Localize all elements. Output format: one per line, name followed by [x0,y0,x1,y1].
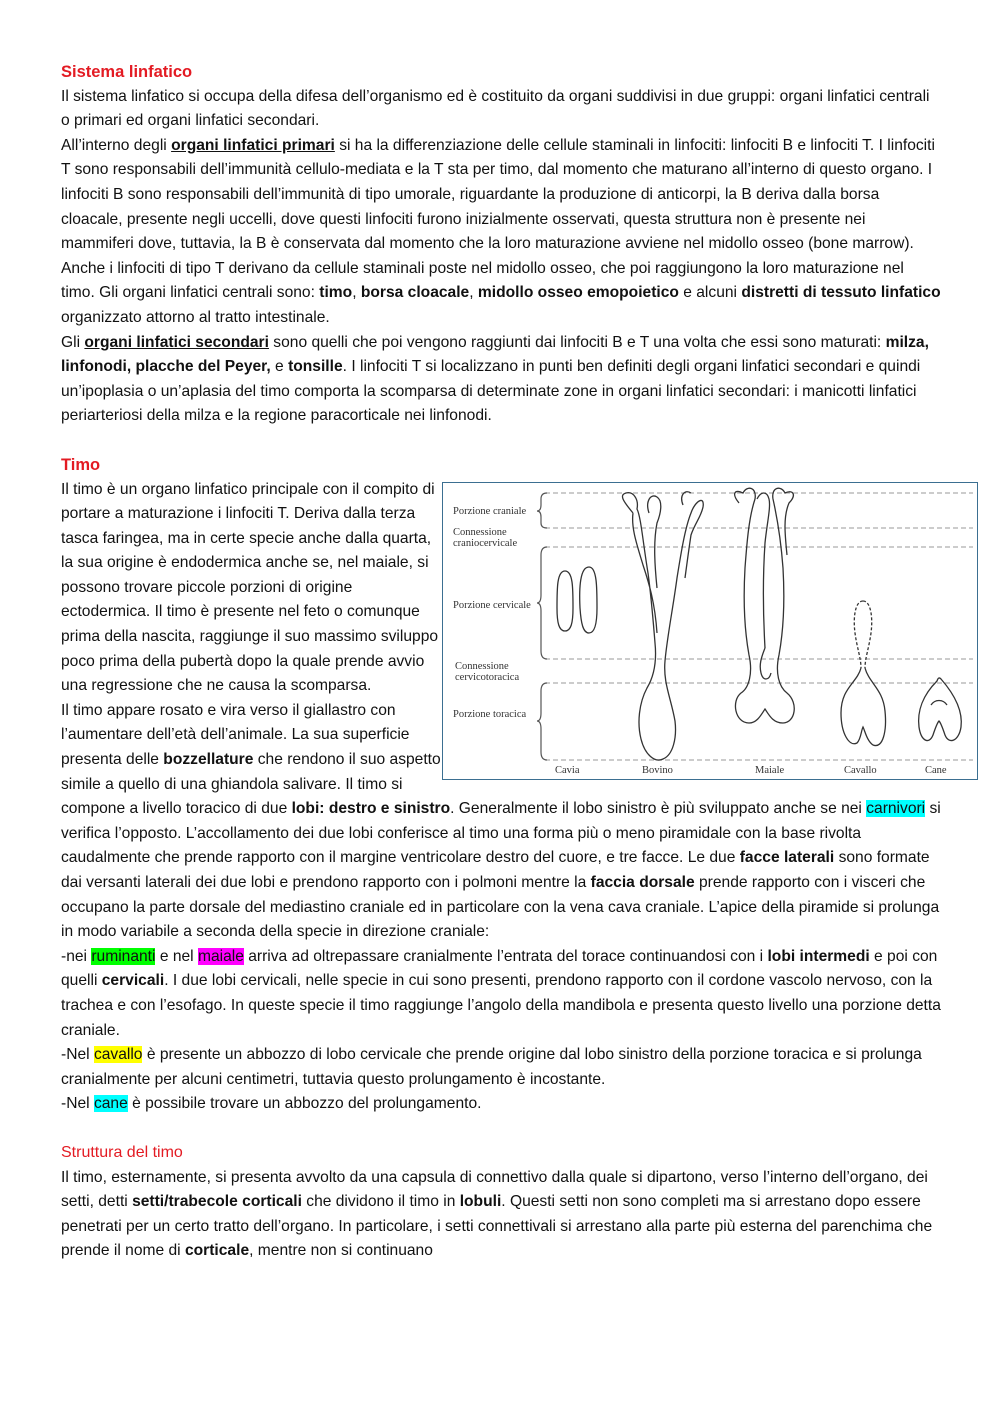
term-tonsille: tonsille [288,358,343,376]
paragraph-timo-aspetto: Il timo appare rosato e vira verso il giallastro con l’aumentare dell’età dell’animale. La sua superficie presenta delle bozzellature che rendono il suo aspetto simile a quello di una ghiandola salivare. Il timo si compone a livello toracico di due lobi: destro e sinistro. Generalmente il lobo sinistro è più sviluppato anche se nei carnivori si verifica l’opposto. L’accollamento dei due lobi conferisce al timo una forma più o meno piramidale con la base rivolta caudalmente che prende rapporto con il margine ventricolare destro del cuore, e tre facce. Le due facce laterali sono formate dai versanti laterali dei due lobi e prendono rapporto con i polmoni mentre la faccia dorsale prende rapporto con i visceri che occupano la parte dorsale del mediastino craniale ed in particolare con la vena cava craniale. L’apice della piramide si prolunga in modo variabile a seconda della specie in direzione craniale: [61,701,941,941]
cane-thymus [919,677,962,740]
label-porzione-toracica: Porzione toracica [453,708,527,720]
paragraph-cavallo: -Nel cavallo è presente un abbozzo di lobo cervicale che prende origine dal lobo sinistro della porzione toracica e si prolunga cranialmente per alcuni centimetri, tuttavia questo prolungamento è incostante. [61,1046,922,1088]
term-distretti: distretti di tessuto linfatico [741,284,941,302]
highlight-ruminanti: ruminanti [91,947,156,965]
highlight-maiale: maiale [197,947,244,965]
cavallo-thymus-thoracic [841,668,886,746]
cavia-thymus-right [580,567,597,633]
term-midollo-osseo: midollo osseo emopoietico [477,284,679,302]
paragraph-cane: -Nel cane è possibile trovare un abbozzo del prolungamento. [61,1095,482,1113]
species-label-cane: Cane [925,764,947,776]
label-porzione-craniale: Porzione craniale [453,505,527,517]
term-lobi-intermedi: lobi intermedi [767,947,870,965]
paragraph-intro: Il sistema linfatico si occupa della difesa dell’organismo ed è costituito da organi suddivisi in due gruppi: organi linfatici centrali o primari ed organi linfatici secondari. [61,87,930,130]
label-craniocervicale: craniocervicale [453,537,518,549]
cavallo-thymus-cervical [854,601,863,668]
paragraph-struttura: Il timo, esternamente, si presenta avvolto da una capsula di connettivo dalla quale si dipartono, verso l’interno dell’organo, dei setti, detti setti/trabecole corticali che dividono il timo in lobuli. Questi setti non sono completi ma si arrestano dopo essere penetrati per un certo tratto dell’organo. In particolare, i setti connettivali si arrestano alla parte più esterna del parenchima che prende il nome di corticale, mentre non si continuano [61,1168,933,1260]
thymus-species-figure [442,482,978,780]
term-bozzellature: bozzellature [163,751,254,769]
label-cervicotoracica: cervicotoracica [455,671,520,683]
highlight-carnivori: carnivori [866,800,926,818]
term-timo: timo [319,284,353,302]
term-cervicali: cervicali [101,972,165,990]
highlight-cavallo: cavallo [93,1046,143,1064]
species-label-maiale: Maiale [755,764,785,776]
term-faccia-dorsale: faccia dorsale [590,874,695,891]
term-lobuli: lobuli [459,1193,502,1211]
paragraph-organi-primari: All’interno degli organi linfatici primari si ha la differenziazione delle cellule staminali in linfociti: linfociti B e linfociti T. I linfociti T sono responsabili dell’immunità cellulo-mediata e la T sta per timo, dal momento che maturano all’interno di questo organo. I linfociti B sono responsabili dell’immunità di tipo umorale, riguardante la produzione di anticorpi, la B deriva dalla borsa cloacale, presente negli uccelli, dove questi linfociti furono inizialmente osservati, questa struttura non è presente nei mammiferi dove, tuttavia, la B è conservata dal momento che la loro maturazione avviene nel midollo osseo (bone marrow). Anche i linfociti di tipo T derivano da cellule staminali poste nel midollo osseo, che poi raggiungono la loro maturazione nel timo. Gli organi linfatici centrali sono: timo, borsa cloacale, midollo osseo emopoietico e alcuni distretti di tessuto linfatico organizzato attorno al tratto intestinale. [61,136,941,326]
paragraph-ruminanti-maiale: -nei ruminanti e nel maiale arriva ad oltrepassare cranialmente l’entrata del torace continuandosi con i lobi intermedi e poi con quelli cervicali. I due lobi cervicali, nelle specie in cui sono presenti, prendono rapporto con il cordone vascolo nervoso, con la trachea e con l’esofago. In queste specie il timo raggiunge l’angolo della mandibola e presenta questo livello una porzione detta craniale. [61,947,941,1039]
species-label-cavia: Cavia [555,764,580,776]
label-porzione-cervicale: Porzione cervicale [453,599,531,611]
term-organi-secondari: organi linfatici secondari [84,333,269,351]
section-title-timo: Timo [61,455,101,474]
term-facce-laterali: facce laterali [739,849,835,867]
term-milza-linfonodi: milza, linfonodi, placche del Peyer, [61,333,929,376]
term-borsa-cloacale: borsa cloacale [360,284,470,302]
paragraph-timo-intro: Il timo è un organo linfatico principale con il compito di portare a maturazione i linfociti T. Deriva dalla terza tasca faringea, ma in certe specie anche dalla quarta, la sua origine è endodermica anche se, nel maiale, si possono trovare piccole porzioni di origine ectodermica. Il timo è presente nel feto o comunque prima della nascita, raggiunge il suo massimo sviluppo poco prima della pubertà dopo la quale prende avvio una regressione che ne causa la scomparsa. [61,480,439,695]
label-connessione-2: Connessione [455,660,509,672]
document-page [61,60,947,1264]
label-connessione-1: Connessione [453,526,507,538]
paragraph-organi-secondari: Gli organi linfatici secondari sono quelli che poi vengono raggiunti dai linfociti B e T una volta che essi sono maturati: milza, linfonodi, placche del Peyer, e tonsille. I linfociti T si localizzano in punti ben definiti degli organi linfatici secondari e quindi un’ipoplasia o un’aplasia del timo comporta la scomparsa di determinate zone in organi linfatici secondari: i manicotti linfatici periarteriosi della milza e la regione paracorticale nei linfonodi. [61,333,929,425]
cavia-thymus-left [557,571,573,631]
species-label-bovino: Bovino [642,764,673,776]
section-title-sistema-linfatico: Sistema linfatico [61,63,193,81]
species-label-cavallo: Cavallo [844,764,877,776]
maiale-thymus [735,488,795,723]
section-title-struttura-timo: Struttura del timo [61,1143,183,1161]
bovino-thymus [622,492,703,759]
thymus-diagram [443,483,976,778]
term-lobi: lobi: destro e sinistro [291,800,451,818]
highlight-cane: cane [93,1095,128,1113]
term-setti-corticali: setti/trabecole corticali [132,1193,302,1211]
term-organi-primari: organi linfatici primari [171,136,335,154]
term-corticale: corticale [184,1242,250,1260]
